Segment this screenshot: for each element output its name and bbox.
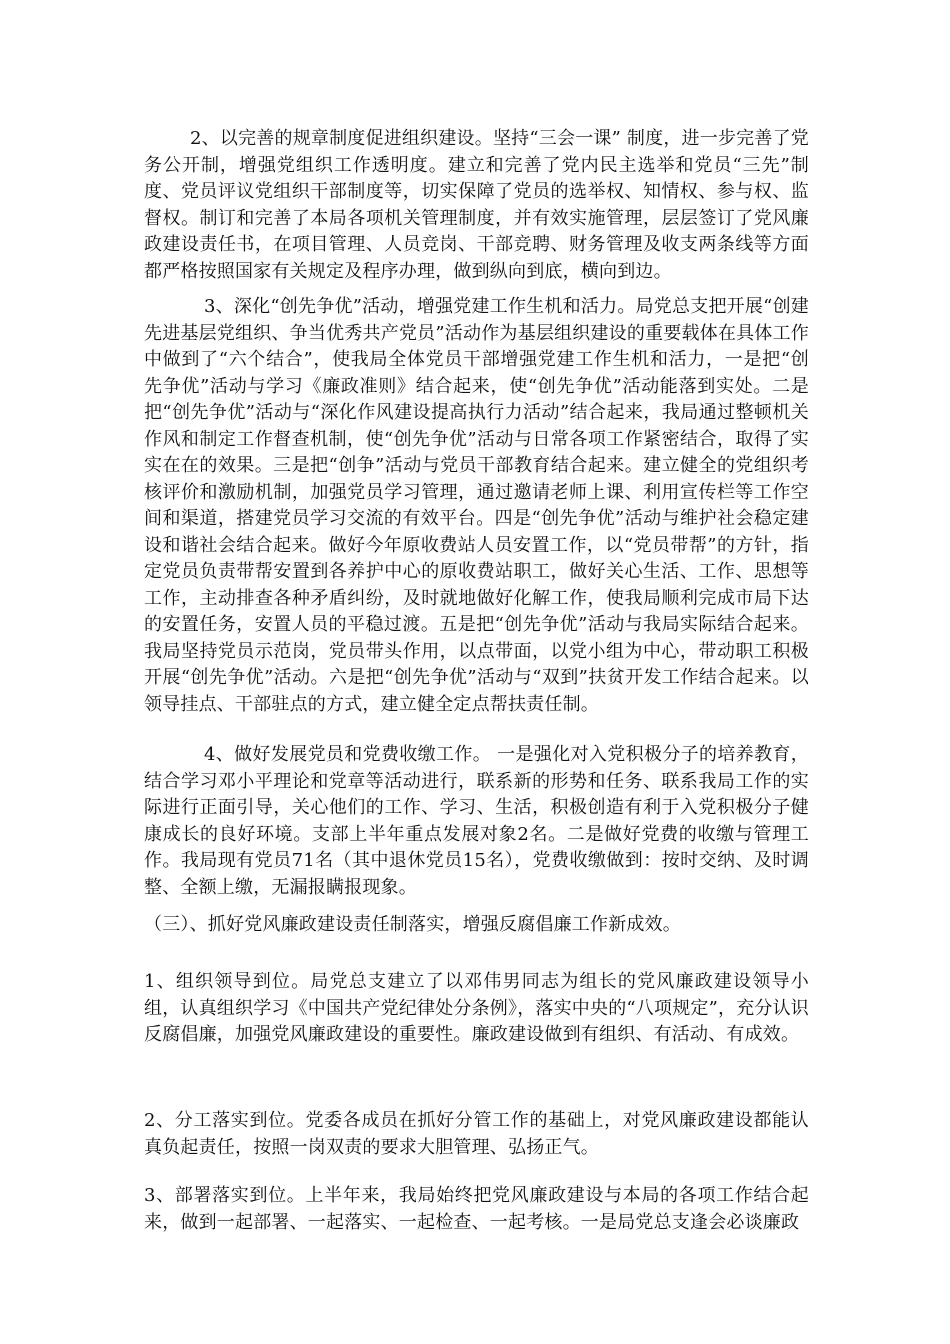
paragraph-leadership: 1、组织领导到位。局党总支建立了以邓伟男同志为组长的党风廉政建设领导小组，认真组织学习《中国共产党纪律处分条例》，落实中央的“八项规定”，充分认识反腐倡廉，加强党风廉政建设的重要性。廉政建设做到有组织、有活动、有成效。 xyxy=(144,971,810,1045)
paragraph-rules-system: 2、以完善的规章制度促进组织建设。坚持“三会一课” 制度，进一步完善了党务公开制，增强党组织工作透明度。建立和完善了党内民主选举和党员“三先”制度、党员评议党组织干部制度等，切实保障了党员的选举权、知情权、参与权、监督权。制订和完善了本局各项机关管理制度，并有效实施管理，层层签订了党风廉政建设责任书，在项目管理、人员竞岗、干部竞聘、财务管理及收支两条线等方面都严格按照国家有关规定及程序办理，做到纵向到底，横向到边。 xyxy=(144,128,809,282)
paragraph-division-of-work: 2、分工落实到位。党委各成员在抓好分管工作的基础上，对党风廉政建设都能认真负起责任，按照一岗双责的要求大胆管理、弘扬正气。 xyxy=(144,1110,809,1158)
section-heading-three: （三）、抓好党风廉政建设责任制落实，增强反腐倡廉工作新成效。 xyxy=(144,914,681,935)
paragraph-member-development: 4、做好发展党员和党费收缴工作。 一是强化对入党积极分子的培养教育，结合学习邓小平理论和党章等活动进行，联系新的形势和任务、联系我局工作的实际进行正面引导，关心他们的工作、学习、生活，积极创造有利于入党积极分子健康成长的良好环境。支部上半年重点发展对象2名。二是做好党费的收缴与管理工作。我局现有党员71名（其中退休党员15名），党费收缴做到：按时交纳、及时调整、全额上缴，无漏报瞒报现象。 xyxy=(144,744,809,898)
paragraph-create-excellence: 3、深化“创先争优”活动，增强党建工作生机和活力。局党总支把开展“创建先进基层党组织、争当优秀共产党员”活动作为基层组织建设的重要载体在具体工作中做到了“六个结合”，使我局全体党员干部增强党建工作生机和活力，一是把“创先争优”活动与学习《廉政准则》结合起来，使“创先争优”活动能落到实处。二是把“创先争优”活动与“深化作风建设提高执行力活动”结合起来，我局通过整顿机关作风和制定工作督查机制，使“创先争优”活动与日常各项工作紧密结合，取得了实实在在的效果。三是把“创争”活动与党员干部教育结合起来。建立健全的党组织考核评价和激励机制，加强党员学习管理，通过邀请老师上课、利用宣传栏等工作空间和渠道，搭建党员学习交流的有效平台。四是“创先争优”活动与维护社会稳定建设和谐社会结合起来。做好今年原收费站人员安置工作，以“党员带帮”的方针，指定党员负责带帮安置到各养护中心的原收费站职工，做好关心生活、工作、思想等工作，主动排查各种矛盾纠纷，及时就地做好化解工作，使我局顺利完成市局下达的安置任务，安置人员的平稳过渡。五是把“创先争优”活动与我局实际结合起来。我局坚持党员示范岗，党员带头作用，以点带面，以党小组为中心，带动职工积极开展“创先争优”活动。六是把“创先争优”活动与“双到”扶贫开发工作结合起来。以领导挂点、干部驻点的方式，建立健全定点帮扶责任制。 xyxy=(144,296,809,715)
paragraph-deployment: 3、部署落实到位。上半年来，我局始终把党风廉政建设与本局的各项工作结合起来，做到一起部署、一起落实、一起检查、一起考核。一是局党总支逢会必谈廉政 xyxy=(144,1185,809,1233)
